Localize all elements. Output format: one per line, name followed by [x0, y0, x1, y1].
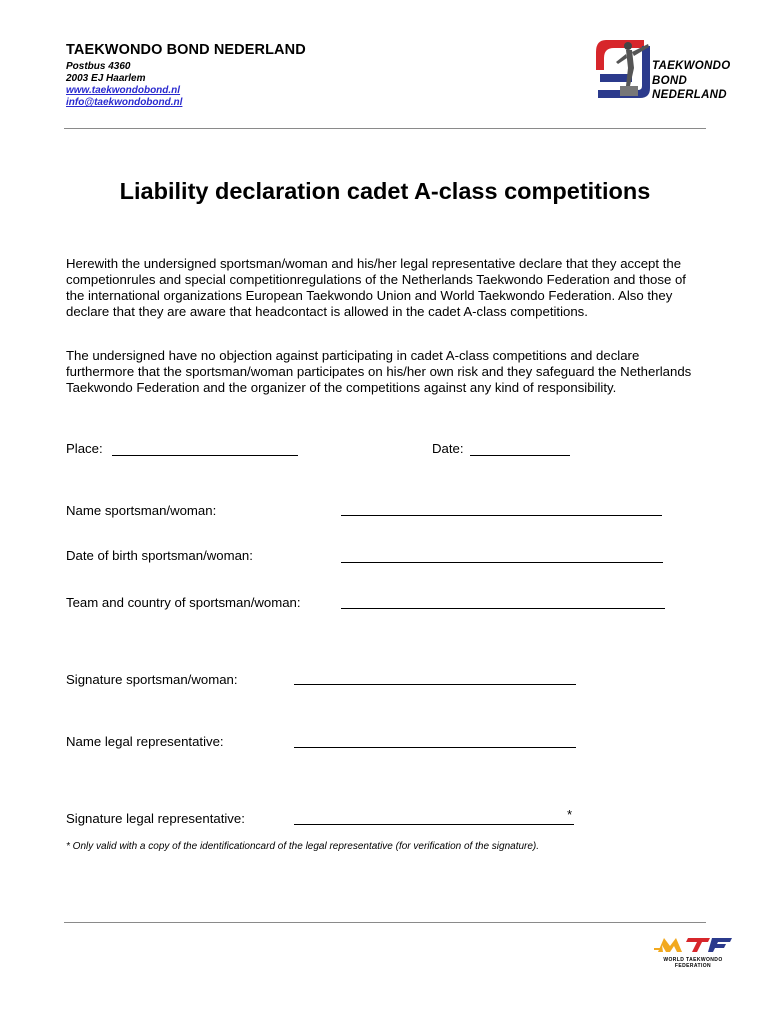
- header-divider: [64, 128, 706, 129]
- team-country-label: Team and country of sportsman/woman:: [66, 595, 301, 610]
- name-legal-rep-field[interactable]: [294, 747, 576, 748]
- logo-text-line3: NEDERLAND: [652, 89, 727, 101]
- dob-sportsman-label: Date of birth sportsman/woman:: [66, 548, 253, 563]
- place-field[interactable]: [112, 455, 298, 456]
- paragraph-declaration: Herewith the undersigned sportsman/woman and his/her legal representative declare that they accept the competionrules and special competitionregulations of the Netherlands Taekwondo Federation and those of the international organizations European Taekwondo Union and World Taekwondo Federation. Also they declare that they are aware that headcontact is allowed in the cadet A-class competitions.: [66, 256, 686, 319]
- place-label: Place:: [66, 441, 103, 456]
- signature-sportsman-label: Signature sportsman/woman:: [66, 672, 238, 687]
- email-link[interactable]: info@taekwondobond.nl: [66, 97, 183, 108]
- document-title: Liability declaration cadet A-class competitions: [119, 178, 651, 204]
- address-postbus: Postbus 4360: [66, 61, 131, 72]
- signature-legal-rep-field[interactable]: [294, 824, 574, 825]
- wtf-logo-icon: [648, 932, 738, 956]
- address-city: 2003 EJ Haarlem: [66, 73, 146, 84]
- name-legal-rep-label: Name legal representative:: [66, 734, 224, 749]
- taekwondo-kicker-icon: [592, 36, 656, 102]
- name-sportsman-field[interactable]: [341, 515, 662, 516]
- paragraph-responsibility: The undersigned have no objection against participating in cadet A-class competitions and declare furthermore that the sportsman/woman participates on his/her own risk and they safeguard the Netherlands Taekwondo Federation and the organizer of the competitions against any kind of responsibility.: [66, 348, 692, 395]
- logo-text-line1: TAEKWONDO: [652, 60, 731, 72]
- footnote: * Only valid with a copy of the identificationcard of the legal representative (for verification of the signature).: [66, 841, 540, 852]
- wtf-logo: [648, 932, 738, 969]
- date-field[interactable]: [470, 455, 570, 456]
- signature-sportsman-field[interactable]: [294, 684, 576, 685]
- date-label: Date:: [432, 441, 464, 456]
- website-link[interactable]: www.taekwondobond.nl: [66, 85, 181, 96]
- taekwondo-bond-logo: [592, 36, 732, 106]
- organization-name: TAEKWONDO BOND NEDERLAND: [66, 42, 306, 58]
- name-sportsman-label: Name sportsman/woman:: [66, 503, 217, 518]
- logo-text-line2: BOND: [652, 75, 688, 87]
- team-country-field[interactable]: [341, 608, 665, 609]
- signature-legal-rep-label: Signature legal representative:: [66, 811, 245, 826]
- wtf-logo-text: WORLD TAEKWONDO FEDERATION: [663, 957, 723, 969]
- dob-sportsman-field[interactable]: [341, 562, 663, 563]
- signature-asterisk: *: [567, 807, 573, 822]
- footer-divider: [64, 922, 706, 923]
